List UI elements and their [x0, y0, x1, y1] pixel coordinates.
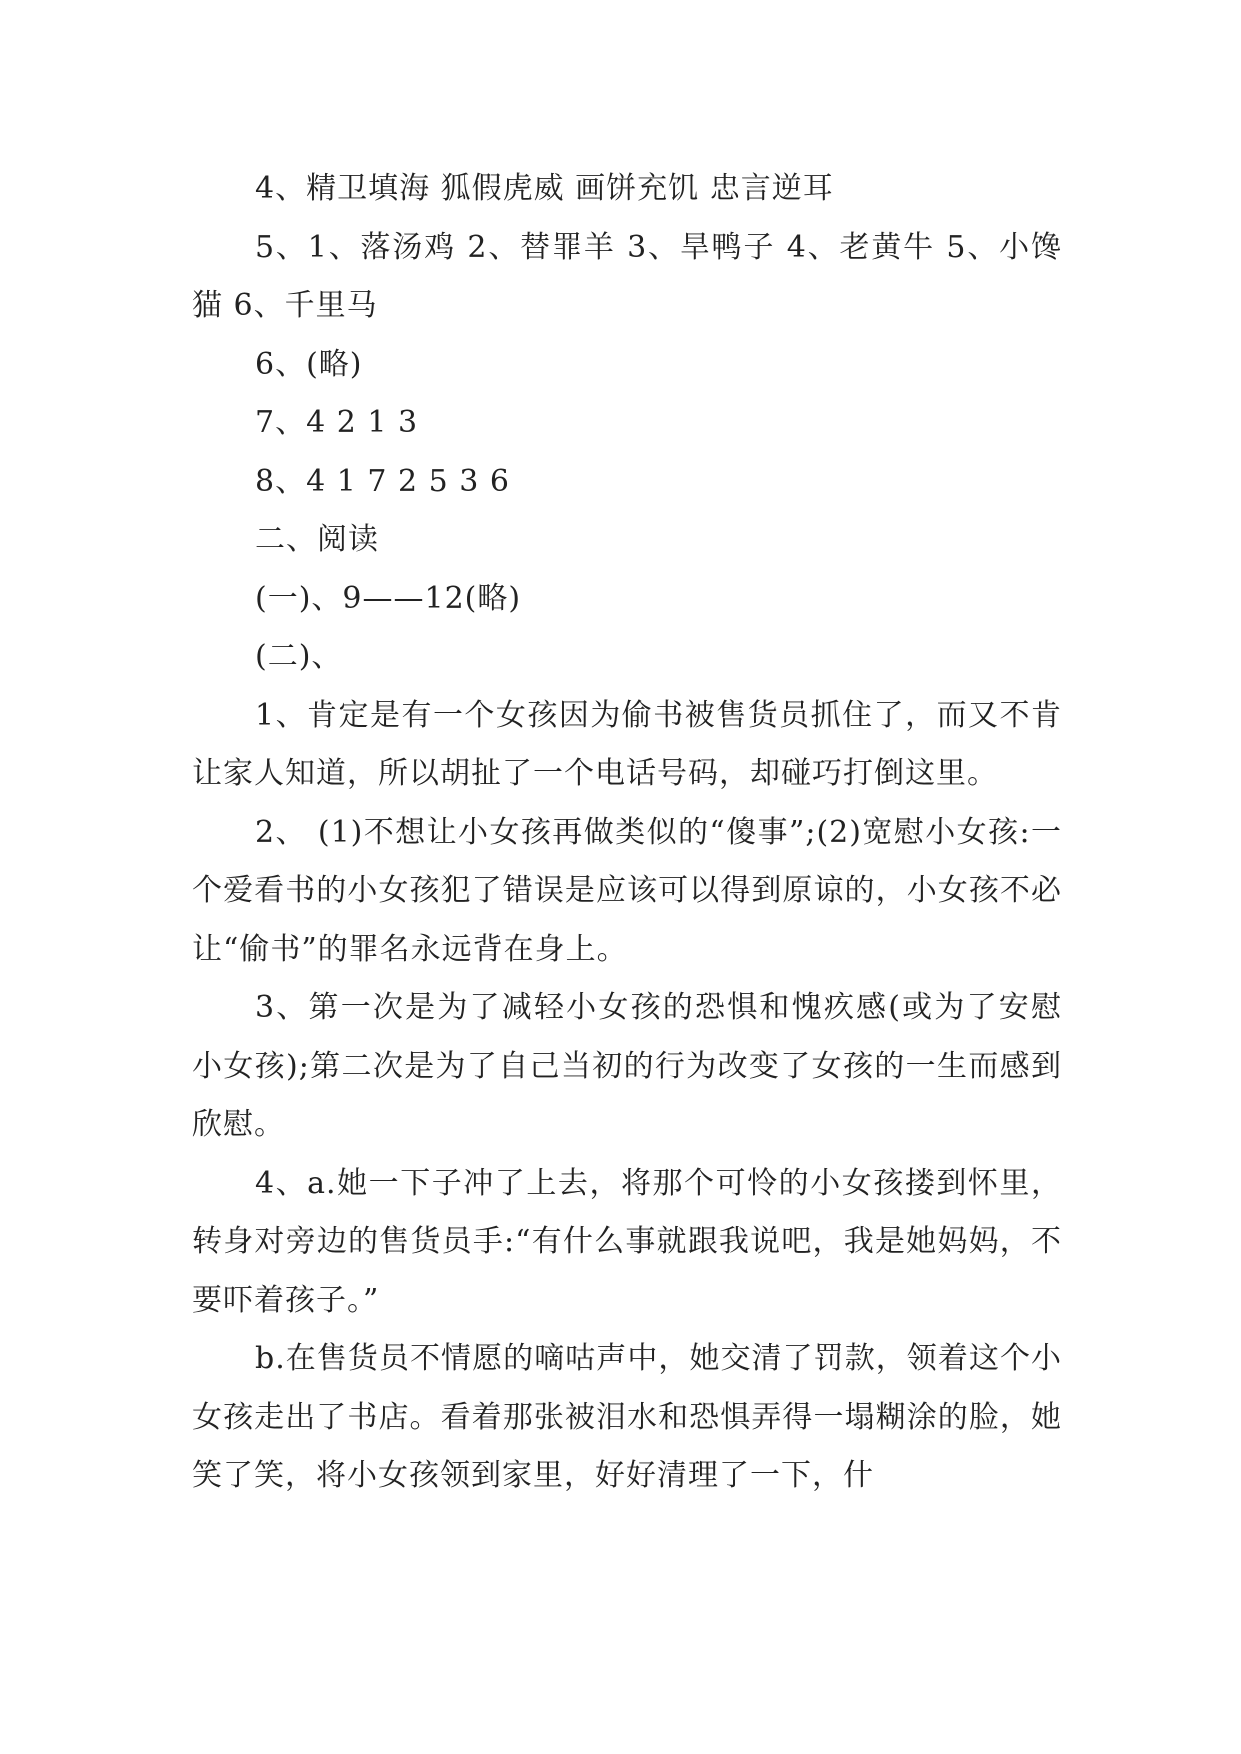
answer-item-4-idioms: 4、精卫填海 狐假虎威 画饼充饥 忠言逆耳 — [255, 171, 834, 206]
reading-answer-4b: b.在售货员不情愿的嘀咕声中，她交清了罚款，领着这个小女孩走出了书店。看着那张被泪水和恐惧弄得一塌糊涂的脸，她笑了笑，将小女孩领到家里，好好清理了一下，什 — [192, 1341, 1062, 1493]
reading-answer-4a: 4、a.她一下子冲了上去，将那个可怜的小女孩搂到怀里，转身对旁边的售货员手:“有什么事就跟我说吧，我是她妈妈，不要吓着孩子。” — [192, 1165, 1062, 1318]
reading-answer-1: 1、肯定是有一个女孩因为偷书被售货员抓住了，而又不肯让家人知道，所以胡扯了一个电话号码，却碰巧打倒这里。 — [192, 697, 1062, 791]
answer-item-7: 7、4 2 1 3 — [255, 405, 419, 440]
answer-item-6: 6、(略) — [255, 346, 363, 382]
answer-item-8: 8、4 1 7 2 5 3 6 — [255, 463, 510, 499]
reading-part-2-heading: (二)、 — [255, 639, 343, 674]
reading-part-1: (一)、9——12(略) — [255, 580, 522, 616]
document-body — [192, 160, 1062, 1506]
reading-answer-3: 3、第一次是为了减轻小女孩的恐惧和愧疚感(或为了安慰小女孩);第二次是为了自己当初的行为改变了女孩的一生而感到欣慰。 — [192, 990, 1062, 1142]
section-heading-reading: 二、阅读 — [255, 522, 379, 557]
reading-answer-2: 2、 (1)不想让小女孩再做类似的“傻事”;(2)宽慰小女孩:一个爱看书的小女孩犯了错误是应该可以得到原谅的，小女孩不必让“偷书”的罪名永远背在身上。 — [192, 814, 1062, 967]
answer-item-5-animals: 5、1、落汤鸡 2、替罪羊 3、旱鸭子 4、老黄牛 5、小馋猫 6、千里马 — [192, 229, 1062, 323]
